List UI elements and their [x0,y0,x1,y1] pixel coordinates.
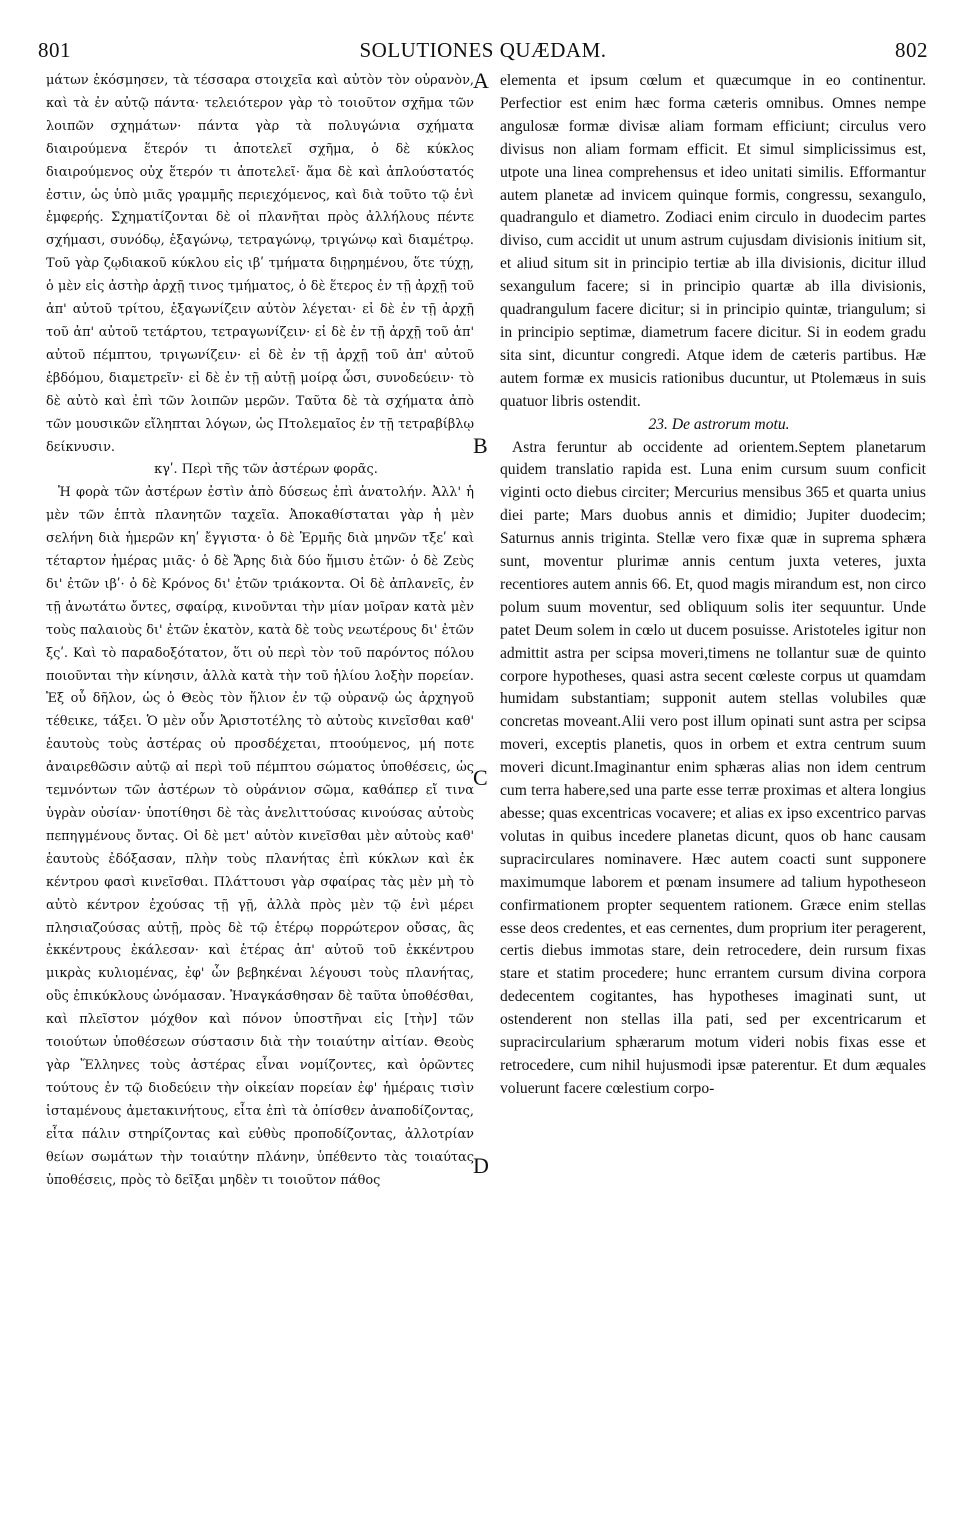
page-header [38,38,928,66]
latin-paragraph-2: Astra feruntur ab occidente ad orientem.Septem planetarum quidem translatio rapida est. Luna enim cursum suum conficit viginti octo diebus circiter; Mercurius mensibus 365 et quarta unius diei parte; Mars duobus annis et dimidio; Jupiter duodecim; Saturnus annis triginta. Stellæ vero fixæ quæ in suprema sphæra sunt, moventur plurimæ annis centum juxta veteres, juxta recentiores autem annis 66. Et, quod magis mirandum est, non circo polum suum moventur, sed obliquum solis iter sequuntur. Unde patet Deum solem in cœlo ut ducem posuisse. Aristoteles igitur non admittit astra per scipsa moveri,timens ne tollantur suæ de quinto corpore hypotheses, quasi astra secent cœleste corpus ut quamdam humidam substantiam; supponit autem stellas volubiles quæ concretas moveant.Alii vero post illum opinati sunt astra per scipsa moveri, exceptis planetis, quos in orbem et extra centrum suum moveri dicunt.Imaginantur enim sphæras alias non idem centrum cum terra habere,sed una parte esse terræ proximas et altera longius abesse; quas excentricas vocavere; et alias ex ipso excentrico parvas volutas in quibus incedere planetas dicunt, quos ob hanc causam supracirculares nominavere. Hæc autem coacti sunt supponere maximumque laborem et pœnam insumere ad talium hypotheseon confirmationem propter sequentem rationem. Græce enim stellas esse deos credentes, et eas cernentes, dum proprium iter peragerent, certis diebus immotas stare, dein retrocedere, dein rursum fixas stare et statim procedere; hunc errantem cursum divina corpora dedecentem cogitantes, has hypotheses imaginati sunt, ut ostenderent non stellas illa pati, sed per excentricarum et supracircularium sphærarum motum videri nobis fixas esse et retrocedere, cum nihil hujusmodi ipsæ paterentur. Et dum æquales voluerunt facere cœlestium corpo- [500,438,926,1097]
greek-paragraph-1: μάτων ἐκόσμησεν, τὰ τέσσαρα στοιχεῖα καὶ αὐτὸν τὸν οὐρανὸν, καὶ τὰ ἐν αὐτῷ πάντα· τελειότερον γὰρ τὸ τοιοῦτον σχῆμα τῶν λοιπῶν σχημάτων· πάντα γὰρ τὰ πολυγώνια σχήματα διαιρούμενα ἕτερόν τι ἀποτελεῖ σχῆμα, ὁ δὲ κύκλος διαιρούμενος οὐχ ἕτερόν τι ἀποτελεῖ· ἅμα δὲ καὶ ἁπλούστατός ἐστιν, ὡς ὑπὸ μιᾶς γραμμῆς περιεχόμενος, καὶ διὰ τοῦτο τῷ ἑνὶ ἐμφερής. Σχηματίζονται δὲ οἱ πλανῆται πρὸς ἀλλήλους πέντε σχήμασι, συνόδῳ, ἑξαγώνῳ, τετραγώνῳ, τριγώνῳ καὶ διαμέτρῳ. Τοῦ γὰρ ζῳδιακοῦ κύκλου εἰς ιβʹ τμήματα διῃρημένου, ὅτε τύχῃ, ὁ μὲν εἰς ἀστὴρ ἀρχῇ τινος τμήματος, ὁ δὲ ἕτερος ἐν τῇ ἀρχῇ τοῦ ἀπ' αὐτοῦ τρίτου, ἑξαγωνίζειν αὐτὸν λέγεται· εἰ δὲ ἐν τῇ ἀρχῇ τοῦ ἀπ' αὐτοῦ τετάρτου, τετραγωνίζειν· εἰ δὲ ἐν τῇ ἀρχῇ τοῦ ἀπ' αὐτοῦ πέμπτου, τριγωνίζειν· εἰ δὲ ἐν τῇ ἀρχῇ τοῦ ἀπ' αὐτοῦ ἑβδόμου, διαμετρεῖν· εἰ δὲ ἐν τῇ αὐτῇ μοίρᾳ ὦσι, συνοδεύειν· τὸ δὲ αὐτὸ καὶ ἐπὶ τῶν λοιπῶν μερῶν. Ταῦτα δὲ τὰ σχήματα ἀπὸ τῶν μουσικῶν εἴληπται λόγων, ὡς Πτολεμαῖος ἐν τῇ τετραβίβλῳ δείκνυσιν. [46,73,474,455]
left-page-number: 801 [38,38,71,62]
section-marker-d: D [473,1153,489,1178]
latin-column [500,70,926,1101]
section-marker-a: A [473,68,489,93]
greek-column [46,70,474,1192]
greek-paragraph-2: Ἡ φορὰ τῶν ἀστέρων ἐστὶν ἀπὸ δύσεως ἐπὶ ἀνατολήν. Ἀλλ' ἡ μὲν τῶν ἑπτὰ πλανητῶν ταχεῖα. Ἀποκαθίσταται γὰρ ἡ μὲν σελήνη διὰ ἡμερῶν κηʹ ἔγγιστα· ὁ δὲ Ἑρμῆς διὰ μηνῶν τξεʹ καὶ τέταρτον ἡμέρας μιᾶς· ὁ δὲ Ἄρης διὰ δύο ἥμισυ ἐτῶν· ὁ δὲ Ζεὺς δι' ἐτῶν ιβʹ· ὁ δὲ Κρόνος δι' ἐτῶν τριάκοντα. Οἱ δὲ ἀπλανεῖς, ἐν τῇ ἀνωτάτω ὄντες, σφαίρᾳ, κινοῦνται τὴν μίαν μοῖραν κατὰ μὲν τοὺς παλαιοὺς δι' ἐτῶν ἑκατὸν, κατὰ δὲ τοὺς νεωτέρους δι' ἐτῶν ξςʹ. Καὶ τὸ παραδοξότατον, ὅτι οὐ περὶ τὸν τοῦ παρόντος πόλου ποιοῦνται τὴν κίνησιν, ἀλλὰ κατὰ τὴν τοῦ ἡλίου λοξὴν πορείαν. Ἐξ οὗ δῆλον, ὡς ὁ Θεὸς τὸν ἥλιον ἐν τῷ οὐρανῷ ὡς ἀρχηγοῦ τέθεικε, τάξει. Ὁ μὲν οὖν Ἀριστοτέλης τὸ αὐτοὺς κινεῖσθαι καθ' ἑαυτοὺς τοὺς ἀστέρας οὐ προσδέχεται, πτοούμενος, μή ποτε ἀναιρεθῶσιν αὐτῷ αἱ περὶ τοῦ πέμπτου σώματος ὑποθέσεις, ὡς τεμνόντων τῶν ἀστέρων τὸ οὐράνιον σῶμα, καθάπερ εἴ τινα ὑγρὰν οὐσίαν· ὑποτίθησι δὲ τὰς ἀνελιττούσας κινούσας αὐτοὺς πεπηγμένους ὄντας. Οἱ δὲ μετ' αὐτὸν κινεῖσθαι μὲν αὐτοὺς καθ' ἑαυτοὺς ἐδόξασαν, πλὴν τοὺς πλανήτας ἐπὶ κύκλων καὶ ἐκ κέντρου φασὶ κινεῖσθαι. Πλάττουσι γὰρ σφαίρας τὰς μὲν μὴ τὸ αὐτὸ κέντρον ἐχούσας τῇ γῇ, ἀλλὰ πρὸς μὲν τῷ ἑνὶ μέρει πλησιαζούσας αὐτῇ, πρὸς δὲ τῷ ἑτέρῳ πορρώτερον οὔσας, ἃς ἐκκέντρους ἐκάλεσαν· καὶ ἑτέρας ἀπ' αὐτοῦ τοῦ ἐκκέντρου μικρὰς κυλιομένας, ἐφ' ὧν βεβηκέναι λέγουσι τοὺς πλανήτας, οὓς ἐπικύκλους ὠνόμασαν. Ἠναγκάσθησαν δὲ ταῦτα ὑποθέσθαι, καὶ πλεῖστον μόχθον καὶ πόνον ὑποστῆναι εἰς [τὴν] τῶν τοιούτων ὑποθέσεων σύστασιν διὰ τὴν τοιαύτην αἰτίαν. Θεοὺς γὰρ Ἕλληνες τοὺς ἀστέρας εἶναι νομίζοντες, καὶ ὁρῶντες τούτους ἐν τῷ διοδεύειν τὴν οἰκείαν πορείαν ἐφ' ἡμέραις τισὶν ἱσταμένους ἀμετακινήτους, εἶτα ἐπὶ τὰ ὀπίσθεν ἀναποδίζοντας, εἶτα πάλιν στηρίζοντας καὶ εὐθὺς προποδίζοντας, ἀλλοτρίαν θείων σωμάτων τὴν τοιαύτην πλάνην, ὑπέθεντο τὰς τοιαύτας ὑποθέσεις, πρὸς τὸ δεῖξαι μηδὲν τι τοιοῦτον πάθος [46,485,474,1188]
latin-paragraph-1: elementa et ipsum cœlum et quæcumque in eo continentur. Perfectior est enim hæc forma cæteris omnibus. Omnes nempe angulosæ formæ divisæ aliam formam efficiunt; circulus vero divisus non aliam formam efficit. Et simul simplicissimus est, utpote una linea comprehensus et ideo unitati similis. Efformantur autem planetæ ad invicem quinque formis, congressu, sexangulo, quadrangulo et diametro. Zodiaci enim circulo in duodecim partes diviso, cum accidit ut unum astrum cujusdam divisionis initium sit, et aliud situm sit in principio tertiæ ab illa divisionis, dicitur illud sexangulum facere; si in principio quartæ ab illa divisionis, quadrangulum facere dicitur; si in principio quintæ, triangulum; si in principio septimæ, diametrum facere dicitur. Si in eodem gradu sita sint, dicuntur congredi. Atque idem de cæteris partibus. Hæ autem formæ ex musicis rationibus ducuntur, ut Ptolemæus in suis quatuor libris ostendit. [500,72,926,410]
section-marker-c: C [473,765,488,790]
running-title: SOLUTIONES QUÆDAM. [359,38,607,62]
latin-section-heading: 23. De astrorum motu. [648,415,790,433]
greek-section-heading: κγʹ. Περὶ τῆς τῶν ἀστέρων φορᾶς. [154,462,378,478]
right-page-number: 802 [895,38,928,62]
section-marker-b: B [473,433,488,458]
